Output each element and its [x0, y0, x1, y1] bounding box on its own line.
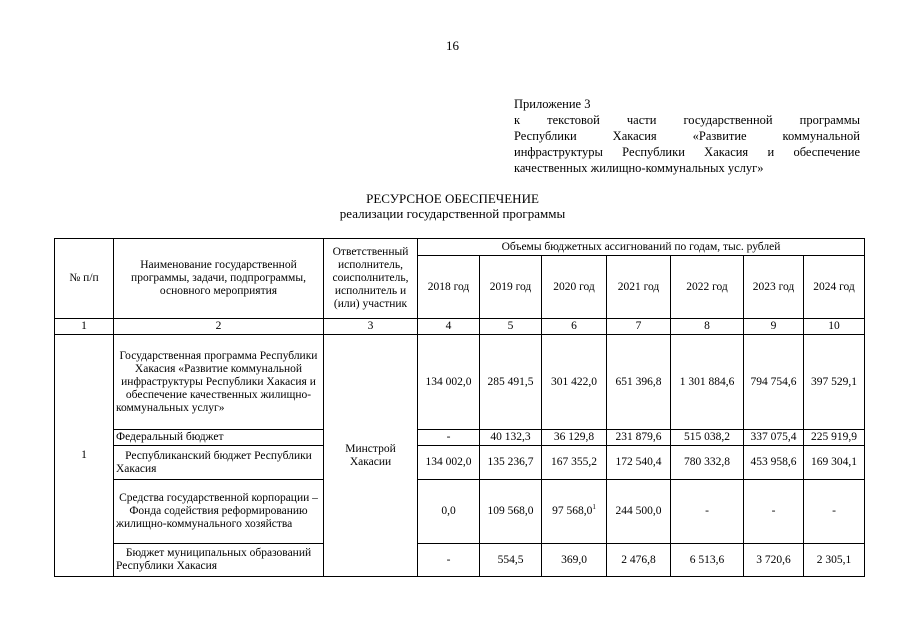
resource-table [54, 238, 865, 577]
column-number: 6 [542, 319, 607, 335]
appendix-note [514, 96, 860, 176]
value-cell: 651 396,8 [607, 335, 671, 430]
value-cell: 3 720,6 [744, 544, 804, 577]
header-year: 2023 год [744, 256, 804, 319]
value-cell: 515 038,2 [671, 430, 744, 446]
row-number: 1 [55, 335, 114, 577]
document-subtitle: реализации государственной программы [339, 206, 566, 221]
value-cell: - [804, 480, 865, 544]
value-cell: 780 332,8 [671, 446, 744, 480]
column-number: 7 [607, 319, 671, 335]
column-number: 10 [804, 319, 865, 335]
column-number: 2 [114, 319, 324, 335]
appendix-line-2: к текстовой части государственной программы [514, 113, 860, 127]
column-number-row [55, 319, 865, 335]
table-row [55, 446, 865, 480]
value-cell: 453 958,6 [744, 446, 804, 480]
value-cell: 794 754,6 [744, 335, 804, 430]
header-year: 2021 год [607, 256, 671, 319]
row-executor: Минстрой Хакасии [324, 335, 418, 577]
value-cell: 40 132,3 [480, 430, 542, 446]
value-cell-with-footnote [542, 480, 607, 544]
value-cell: 134 002,0 [418, 446, 480, 480]
table-row [55, 430, 865, 446]
value-cell: 554,5 [480, 544, 542, 577]
value-cell: 231 879,6 [607, 430, 671, 446]
value-cell: 369,0 [542, 544, 607, 577]
header-num: № п/п [55, 239, 114, 319]
value-cell: 2 305,1 [804, 544, 865, 577]
value-cell: 337 075,4 [744, 430, 804, 446]
page-number: 16 [446, 38, 459, 53]
column-number: 3 [324, 319, 418, 335]
row-name: Государственная программа Республики Хакасия «Развитие коммунальной инфраструктуры Республики Хакасия и обеспечение качественных жилищно-коммунальных услуг» [114, 335, 324, 430]
column-number: 9 [744, 319, 804, 335]
header-year: 2022 год [671, 256, 744, 319]
header-year: 2020 год [542, 256, 607, 319]
value-cell: 172 540,4 [607, 446, 671, 480]
header-year: 2024 год [804, 256, 865, 319]
table-row [55, 480, 865, 544]
header-year: 2019 год [480, 256, 542, 319]
value-cell: - [744, 480, 804, 544]
value-text: 97 568,0 [552, 505, 593, 517]
header-volumes: Объемы бюджетных ассигнований по годам, тыс. рублей [418, 239, 865, 256]
value-cell: 285 491,5 [480, 335, 542, 430]
value-cell: 134 002,0 [418, 335, 480, 430]
value-cell: 169 304,1 [804, 446, 865, 480]
value-cell: 36 129,8 [542, 430, 607, 446]
appendix-line-1: Приложение 3 [514, 97, 591, 111]
column-number: 8 [671, 319, 744, 335]
table-row [55, 335, 865, 430]
header-row-1 [55, 239, 865, 256]
value-cell: 1 301 884,6 [671, 335, 744, 430]
value-cell: 135 236,7 [480, 446, 542, 480]
footnote-mark: 1 [592, 503, 596, 512]
value-cell: 225 919,9 [804, 430, 865, 446]
header-year: 2018 год [418, 256, 480, 319]
value-cell: 2 476,8 [607, 544, 671, 577]
value-cell: 109 568,0 [480, 480, 542, 544]
value-cell: - [418, 544, 480, 577]
value-cell: - [671, 480, 744, 544]
appendix-line-5: качественных жилищно-коммунальных услуг» [514, 161, 764, 175]
row-name: Бюджет муниципальных образований Республики Хакасия [114, 544, 324, 577]
row-name: Средства государственной корпорации – Фонда содействия реформированию жилищно-коммунального хозяйства [114, 480, 324, 544]
header-executor: Ответственный исполнитель, соисполнитель, исполнитель и (или) участник [324, 239, 418, 319]
document-title: РЕСУРСНОЕ ОБЕСПЕЧЕНИЕ [366, 191, 539, 206]
value-cell: - [418, 430, 480, 446]
table-row [55, 544, 865, 577]
row-name: Республиканский бюджет Республики Хакасия [114, 446, 324, 480]
value-cell: 0,0 [418, 480, 480, 544]
value-cell: 244 500,0 [607, 480, 671, 544]
column-number: 1 [55, 319, 114, 335]
header-name: Наименование государственной программы, задачи, подпрограммы, основного мероприятия [114, 239, 324, 319]
value-cell: 397 529,1 [804, 335, 865, 430]
value-cell: 301 422,0 [542, 335, 607, 430]
column-number: 5 [480, 319, 542, 335]
appendix-line-3: Республики Хакасия «Развитие коммунальной [514, 129, 860, 143]
column-number: 4 [418, 319, 480, 335]
value-cell: 6 513,6 [671, 544, 744, 577]
value-cell: 167 355,2 [542, 446, 607, 480]
row-name: Федеральный бюджет [114, 430, 324, 446]
appendix-line-4: инфраструктуры Республики Хакасия и обеспечение [514, 145, 860, 159]
